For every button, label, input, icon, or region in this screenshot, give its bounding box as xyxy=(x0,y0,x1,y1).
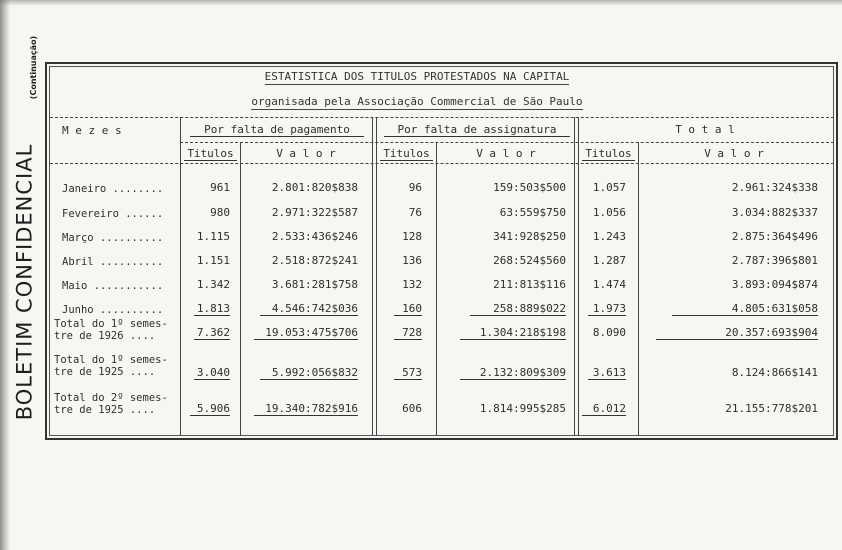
header-valor-total: V a l o r xyxy=(704,147,764,160)
rule-header-bottom xyxy=(50,163,834,164)
header-valor-pagamento: V a l o r xyxy=(276,147,336,160)
rule-header-top xyxy=(50,117,834,118)
header-meses: M e z e s xyxy=(62,124,122,137)
col-sep-2 xyxy=(240,142,241,436)
table-title: ESTATISTICA DOS TITULOS PROTESTADOS NA CAPITAL xyxy=(264,70,570,83)
header-falta-pagamento: Por falta de pagamento xyxy=(190,123,364,137)
col-sep-6 xyxy=(638,142,639,436)
side-title xyxy=(6,143,42,421)
col-sep-4 xyxy=(436,142,437,436)
col-sep-1 xyxy=(180,117,181,436)
header-titulos-pagamento: Titulos xyxy=(184,147,237,161)
table-frame-inner xyxy=(49,66,834,436)
header-titulos-total: Titulos xyxy=(582,147,635,161)
side-note xyxy=(26,32,42,102)
header-titulos-assignatura: Titulos xyxy=(380,147,433,161)
header-total: T o t a l xyxy=(675,123,735,136)
rule-subheader xyxy=(180,142,834,143)
side-note-text: (Continuação) xyxy=(29,35,39,99)
page-top-shadow xyxy=(0,0,842,6)
col-sep-5 xyxy=(574,117,579,436)
table-subtitle: organisada pela Associação Commercial de São Paulo xyxy=(251,95,583,108)
header-valor-assignatura: V a l o r xyxy=(476,147,536,160)
side-title-text: BOLETIM CONFIDENCIAL xyxy=(12,143,36,421)
col-sep-3 xyxy=(372,117,377,436)
header-falta-assignatura: Por falta de assignatura xyxy=(384,123,570,137)
